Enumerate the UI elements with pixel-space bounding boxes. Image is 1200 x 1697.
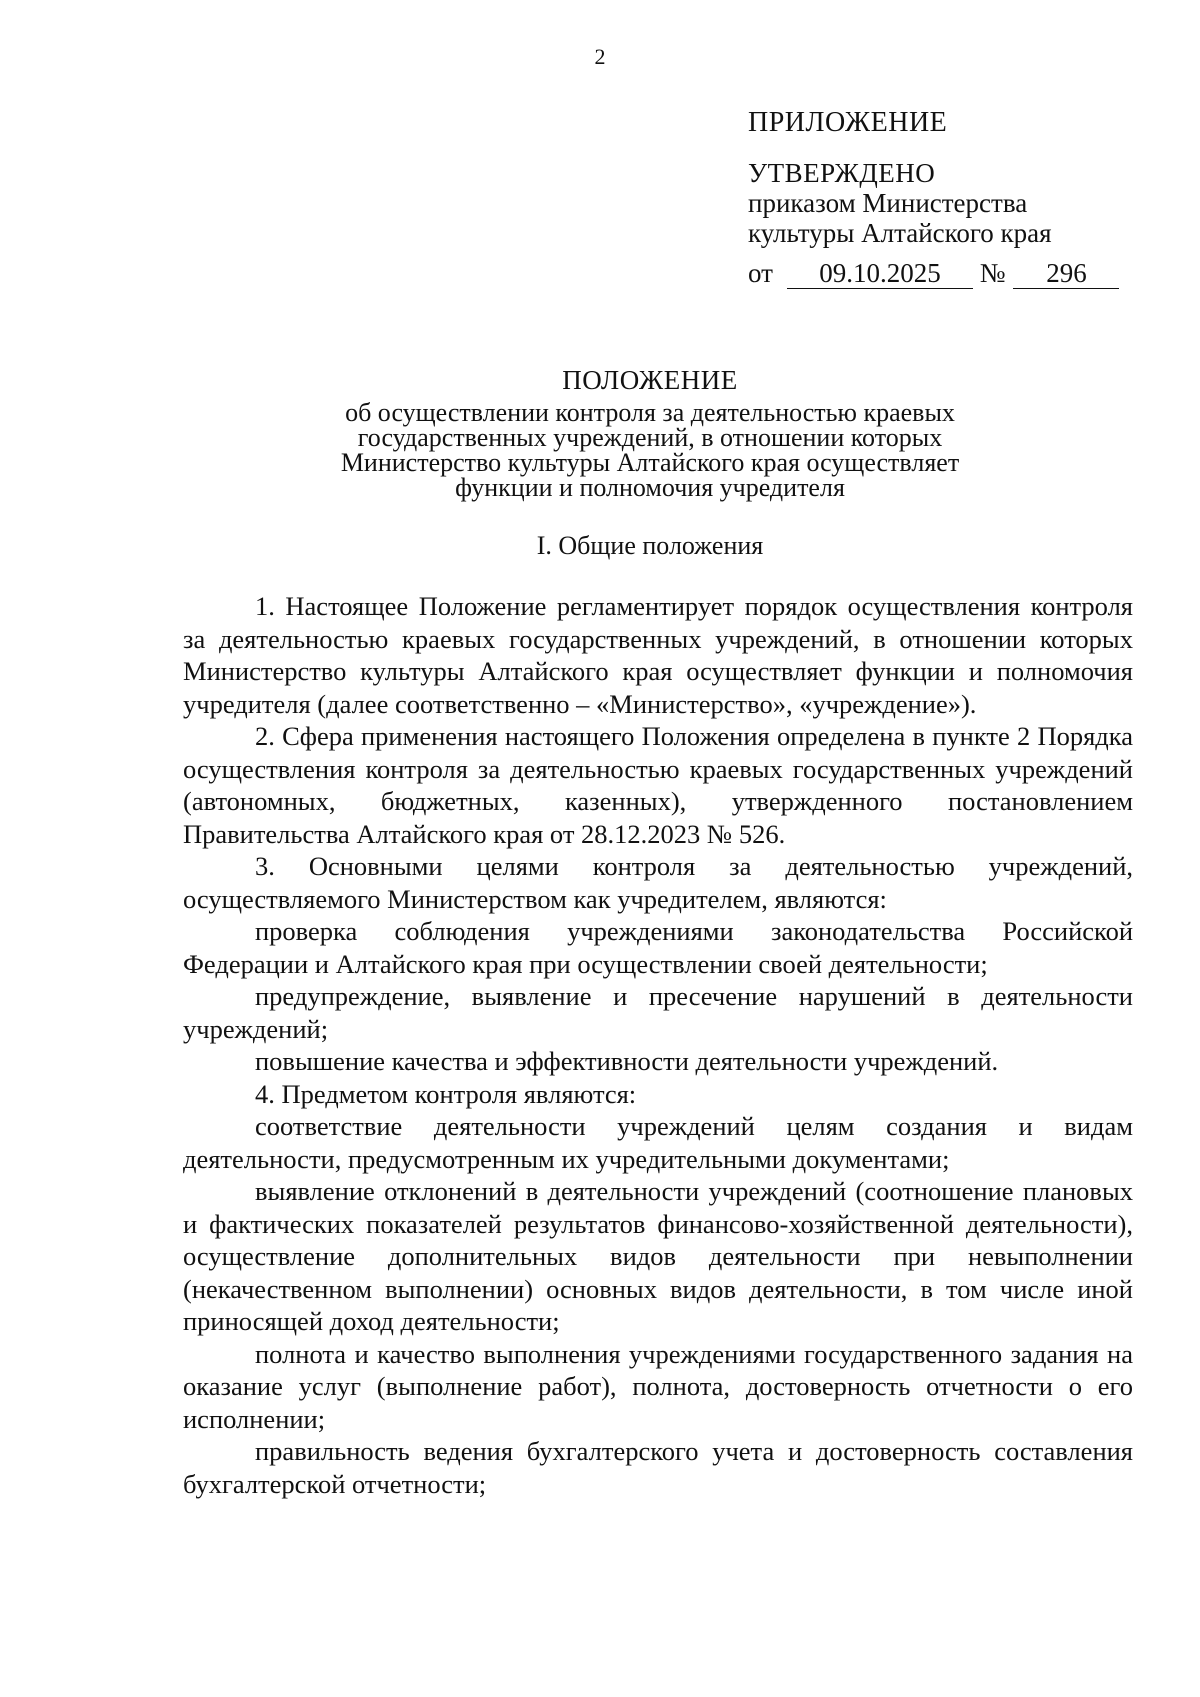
from-label: от <box>748 258 773 288</box>
document-header <box>190 365 1110 500</box>
document-title: ПОЛОЖЕНИЕ <box>562 365 738 395</box>
order-date: 09.10.2025 <box>787 258 973 289</box>
paragraph: предупреждение, выявление и пресечение нарушений в деятельности учреждений; <box>183 981 1133 1044</box>
order-details <box>748 258 1148 289</box>
approved-label: УТВЕРЖДЕНО <box>748 158 936 188</box>
page-number: 2 <box>594 44 606 69</box>
section-title: I. Общие положения <box>536 531 764 560</box>
approval-stamp <box>748 108 1148 289</box>
paragraph: повышение качества и эффективности деятельности учреждений. <box>255 1046 999 1076</box>
appendix-label: ПРИЛОЖЕНИЕ <box>748 107 948 138</box>
document-subtitle: об осуществлении контроля за деятельностью краевых государственных учреждений, в отношении которых Министерство культуры Алтайского края осуществляет функции и полномочия учредителя <box>340 398 960 502</box>
approval-line-1: приказом Министерства <box>748 188 1028 218</box>
document-body <box>183 590 1133 1500</box>
paragraph: 3. Основными целями контроля за деятельностью учреждений, осуществляемого Министерством как учредителем, являются: <box>183 851 1133 914</box>
paragraph: 2. Сфера применения настоящего Положения определена в пункте 2 Порядка осуществления контроля за деятельностью краевых государственных учреждений (автономных, бюджетных, казенных), утвержденного постановлением Правительства Алтайского края от 28.12.2023 № 526. <box>183 721 1133 849</box>
paragraph: соответствие деятельности учреждений целям создания и видам деятельности, предусмотренным их учредительными документами; <box>183 1111 1133 1174</box>
paragraph: 4. Предметом контроля являются: <box>255 1078 637 1109</box>
paragraph: правильность ведения бухгалтерского учета и достоверность составления бухгалтерской отчетности; <box>183 1436 1133 1499</box>
paragraph: 1. Настоящее Положение регламентирует порядок осуществления контроля за деятельностью краевых государственных учреждений, в отношении которых Министерство культуры Алтайского края осуществляет функции и полномочия учредителя (далее соответственно – «Министерство», «учреждение»). <box>183 591 1133 719</box>
approval-line-2: культуры Алтайского края <box>748 218 1052 248</box>
number-label: № <box>979 258 1006 288</box>
paragraph: проверка соблюдения учреждениями законодательства Российской Федерации и Алтайского края при осуществлении своей деятельности; <box>183 916 1133 979</box>
paragraph: полнота и качество выполнения учреждениями государственного задания на оказание услуг (выполнение работ), полнота, достоверность отчетности о его исполнении; <box>183 1338 1133 1434</box>
paragraph: выявление отклонений в деятельности учреждений (соотношение плановых и фактических показателей результатов финансово-хозяйственной деятельности), осуществление дополнительных видов деятельности при невыполнении (некачественном выполнении) основных видов деятельности, в том числе иной приносящей доход деятельности; <box>183 1176 1133 1336</box>
order-number: 296 <box>1013 258 1119 289</box>
